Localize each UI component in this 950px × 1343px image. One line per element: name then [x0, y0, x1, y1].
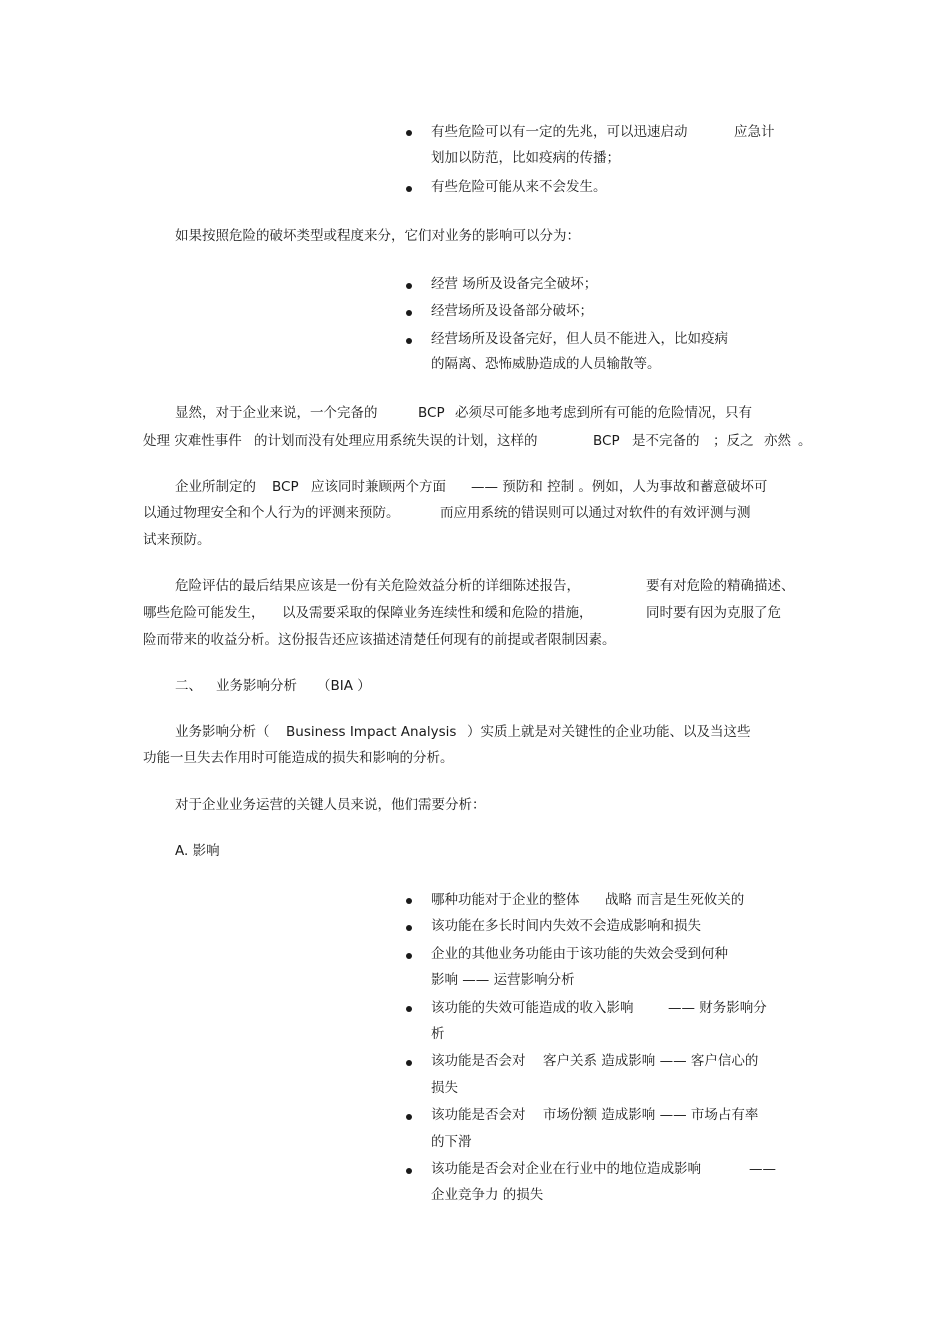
text-run: BCP [272, 479, 299, 495]
bullet-icon [406, 338, 412, 344]
text-run: 业务影响分析（ [175, 724, 270, 740]
text-run: BCP [418, 405, 445, 421]
text-run: ）实质上就是对关键性的企业功能、以及当这些 [467, 724, 751, 740]
text-run: 要有对危险的精确描述、 [646, 578, 795, 594]
section-title: 业务影响分析 [216, 678, 297, 694]
list-item: 该功能是否会对 [431, 1107, 526, 1123]
list-item: 划加以防范，比如疫病的传播； [431, 150, 620, 166]
text-run: 而应用系统的错误则可以通过对软件的有效评测与测 [440, 505, 751, 521]
bullet-icon [406, 283, 412, 289]
list-item: 企业竞争力 的损失 [431, 1187, 544, 1203]
text-run: 险而带来的收益分析。这份报告还应该描述清楚任何现有的前提或者限制因素。 [143, 632, 616, 648]
text-run: 危险评估的最后结果应该是一份有关危险效益分析的详细陈述报告， [175, 578, 580, 594]
text-run: ；反之 [713, 433, 754, 449]
text-run: 功能一旦失去作用时可能造成的损失和影响的分析。 [143, 750, 454, 766]
bullet-icon [406, 186, 412, 192]
list-item: 有些危险可能从来不会发生。 [431, 179, 607, 195]
text-run: 以及需要采取的保障业务连续性和缓和危险的措施， [282, 605, 593, 621]
list-item: 市场份额 造成影响 —— 市场占有率 [543, 1107, 759, 1123]
text-run: 以通过物理安全和个人行为的评测来预防。 [143, 505, 400, 521]
bullet-icon [406, 130, 412, 136]
section-abbreviation: （BIA ） [317, 678, 371, 694]
text-run: 。 [798, 433, 812, 449]
bullet-icon [406, 1006, 412, 1012]
list-item: 经营场所及设备完好，但人员不能进入，比如疫病 [431, 331, 728, 347]
text-run: 企业所制定的 [175, 479, 256, 495]
section-number: 二、 [175, 678, 202, 694]
text-run: 试来预防。 [143, 532, 211, 548]
text-run: 显然，对于企业来说，一个完备的 [175, 405, 378, 421]
subheading: A. 影响 [175, 843, 220, 859]
list-item: —— [749, 1161, 776, 1177]
bullet-icon [406, 1060, 412, 1066]
paragraph: 对于企业业务运营的关键人员来说，他们需要分析： [175, 797, 486, 813]
list-item: 应急计 [734, 124, 775, 140]
text-run: —— 预防和 控制 。例如，人为事故和蓄意破坏可 [471, 479, 768, 495]
text-run: BCP [593, 433, 620, 449]
bullet-icon [406, 925, 412, 931]
list-item: 客户关系 造成影响 —— 客户信心的 [543, 1053, 759, 1069]
text-run: Business Impact Analysis [286, 724, 457, 740]
list-item: 经营场所及设备部分破坏； [431, 303, 593, 319]
bullet-icon [406, 310, 412, 316]
list-item: 战略 而言是生死攸关的 [605, 892, 745, 908]
list-item: 该功能在多长时间内失效不会造成影响和损失 [431, 918, 701, 934]
bullet-icon [406, 1114, 412, 1120]
text-run: 同时要有因为克服了危 [646, 605, 781, 621]
list-item: 损失 [431, 1080, 458, 1096]
list-item: 析 [431, 1026, 445, 1042]
text-run: 应该同时兼顾两个方面 [311, 479, 446, 495]
list-item: 哪种功能对于企业的整体 [431, 892, 580, 908]
text-run: 哪些危险可能发生， [143, 605, 265, 621]
list-item: 有些危险可以有一定的先兆，可以迅速启动 [431, 124, 688, 140]
text-run: 必须尽可能多地考虑到所有可能的危险情况，只有 [455, 405, 752, 421]
text-run: 的计划而没有处理应用系统失误的计划，这样的 [254, 433, 538, 449]
bullet-icon [406, 953, 412, 959]
list-item: 该功能的失效可能造成的收入影响 [431, 1000, 634, 1016]
list-item: 影响 —— 运营影响分析 [431, 972, 575, 988]
paragraph: 如果按照危险的破坏类型或程度来分，它们对业务的影响可以分为： [175, 228, 580, 244]
list-item: 的下滑 [431, 1134, 472, 1150]
text-run: 是不完备的 [632, 433, 700, 449]
text-run: 处理 灾难性事件 [143, 433, 242, 449]
list-item: 的隔离、恐怖威胁造成的人员输散等。 [431, 356, 661, 372]
list-item: 企业的其他业务功能由于该功能的失效会受到何种 [431, 946, 728, 962]
list-item: —— 财务影响分 [668, 1000, 767, 1016]
text-run: 亦然 [764, 433, 791, 449]
list-item: 该功能是否会对 [431, 1053, 526, 1069]
list-item: 经营 场所及设备完全破坏； [431, 276, 598, 292]
bullet-icon [406, 1168, 412, 1174]
bullet-icon [406, 898, 412, 904]
list-item: 该功能是否会对企业在行业中的地位造成影响 [431, 1161, 701, 1177]
